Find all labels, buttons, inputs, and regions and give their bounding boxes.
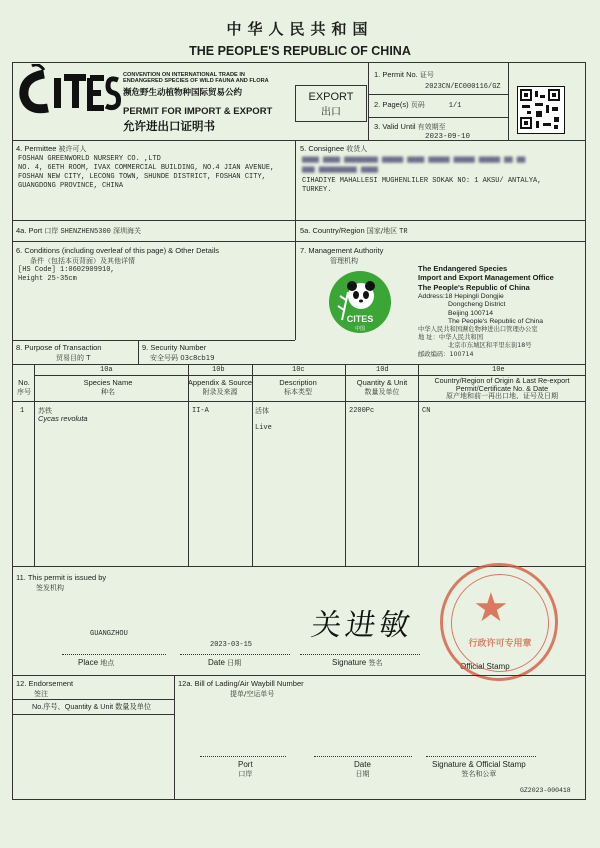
permit-type-cn: 允许进出口证明书	[123, 119, 215, 133]
badge-text: CITES	[346, 314, 374, 324]
consignee-address: CIHADIYE MAHALLESI MUGHENLILER SOKAK NO: 1 AKSU/ ANTALYA, TURKEY.	[302, 177, 542, 195]
consignee-label: 5. Consignee 收货人	[300, 144, 368, 153]
valid-until-label: 3. Valid Until 有效期至	[374, 122, 446, 131]
col-10b: 10b	[212, 366, 225, 374]
export-en: EXPORT	[308, 91, 354, 103]
country-label: 5a. Country/Region 国家/地区 TR	[300, 226, 408, 236]
issued-date: 2023-03-15	[210, 641, 253, 649]
port-label: 4a. Port 口岸 SHENZHEN5300 深圳海关	[16, 226, 141, 236]
official-stamp-seal	[440, 563, 558, 681]
authority-cn: 中华人民共和国濒危物种进出口管理办公室 地 址：中华人民共和国 北京市东城区和平里东街18号 邮政编码：100714	[418, 326, 538, 358]
authority-address: Address:18 Hepingli Dongjie Dongcheng District Beijing 100714 The People's Republic of China	[418, 293, 544, 326]
security-label: 9. Security Number	[142, 343, 207, 352]
official-stamp-label: Official Stamp	[460, 662, 510, 671]
row-qty: 2200Pc	[349, 407, 375, 415]
qr-code-icon[interactable]	[517, 86, 565, 134]
th-no: No. 序号	[17, 378, 31, 396]
conditions-label: 6. Conditions (including overleaf of this page) & Other Details	[16, 246, 220, 255]
row-appendix: II-A	[192, 407, 209, 415]
footer-port: Port 口岸	[238, 760, 253, 778]
authority-name: The Endangered Species Import and Export Management Office The People's Republic of China	[418, 264, 554, 292]
footer-date: Date 日期	[354, 760, 371, 778]
export-cn: 出口	[321, 107, 341, 118]
conditions-details: [HS Code] 1:0602909910, Height 25-35cm	[18, 266, 115, 284]
issued-label-cn: 签发机构	[36, 584, 64, 592]
endorsement-label: 12. Endorsement	[16, 679, 74, 688]
endorsement-qty-label: No.序号、Quantity & Unit 数量及单位	[32, 702, 152, 711]
row-desc-cn: 活体	[255, 407, 269, 415]
authority-label-cn: 管理机构	[330, 257, 358, 265]
pages-label: 2. Page(s) 页码 1/1	[374, 100, 462, 110]
permit-no-value: 2023CN/EC000116/GZ	[425, 83, 501, 91]
bill-label: 12a. Bill of Lading/Air Waybill Number	[178, 679, 304, 688]
col-10e: 10e	[492, 366, 505, 374]
cites-logo-icon	[14, 64, 124, 116]
th-appendix: Appendix & Source 附录及来源	[187, 378, 253, 396]
th-description: Description 标本类型	[279, 378, 317, 396]
row-origin: CN	[422, 407, 431, 415]
permit-no-label: 1. Permit No. 证号	[374, 70, 434, 79]
stamp-star-icon: ★	[473, 586, 509, 630]
signature-mark: 关进敏	[309, 608, 416, 643]
purpose-value: 贸易目的 T	[56, 354, 91, 362]
endorsement-label-cn: 签注	[34, 690, 48, 698]
serial-number: GZ2023-000418	[520, 787, 571, 794]
consignee-redacted: ▆▆▆▆ ▆▆▆▆ ▆▆▆▆▆▆▆▆ ▆▆▆▆▆ ▆▆▆▆ ▆▆▆▆▆ ▆▆▆▆▆ ▆▆▆▆▆ ▆▆ ▆▆ ▆▆▆ ▆▆▆▆▆▆▆▆▆ ▆▆▆▆	[302, 156, 526, 174]
bill-label-cn: 提单/空运单号	[230, 690, 275, 698]
th-species: Species Name 种名	[83, 378, 133, 396]
footer-signature: Signature & Official Stamp 签名和公章	[432, 760, 526, 778]
row-no: 1	[20, 407, 25, 415]
badge-cn: 中国	[354, 326, 366, 332]
place-label: Place 地点	[78, 658, 115, 667]
row-species: Cycas revoluta	[38, 414, 88, 423]
authority-label: 7. Management Authority	[300, 246, 384, 255]
stamp-text: 行政许可专用章	[468, 639, 532, 649]
col-10a: 10a	[100, 366, 113, 374]
date-label: Date 日期	[208, 658, 242, 667]
th-quantity: Quantity & Unit 数量及单位	[356, 378, 408, 396]
security-value: 安全号码 03c8cb19	[150, 354, 215, 362]
conditions-cn: 条件（包括本页背面）及其他详情	[30, 257, 135, 265]
cites-panda-badge-icon	[328, 270, 392, 334]
col-10c: 10c	[292, 366, 305, 374]
convention-en: CONVENTION ON INTERNATIONAL TRADE IN ENDANGERED SPECIES OF WILD FAUNA AND FLORA	[123, 72, 269, 85]
convention-cn: 濒危野生动植物种国际贸易公约	[123, 88, 243, 98]
row-desc: Live	[255, 424, 272, 432]
purpose-label: 8. Purpose of Transaction	[16, 343, 102, 352]
valid-until-value: 2023-09-10	[425, 133, 471, 141]
title-cn: 中华人民共和国	[226, 20, 374, 38]
issued-place: GUANGZHOU	[90, 630, 128, 638]
permittee-address: FOSHAN GREENWORLD NURSERY CO. ,LTD NO. 4, 6ETH ROOM, IVAX COMMERCIAL BUILDING, NO.4 JIAN AVENUE, FOSHAN NEW CITY, LECONG TOWN, SHUNDE DISTRICT, FOSHAN CITY, GUANGDONG PROVINCE, CHINA	[18, 155, 275, 191]
row-species-cn: 苏铁	[38, 407, 52, 415]
issued-label: 11. This permit is issued by	[16, 573, 107, 582]
title-en: THE PEOPLE'S REPUBLIC OF CHINA	[189, 44, 411, 58]
th-origin: Country/Region of Origin & Last Re-export Permit/Certificate No. & Date 原产地和前一再出口地、证号及日期	[434, 376, 570, 400]
signature-label: Signature 签名	[332, 658, 383, 667]
export-type-box	[295, 85, 367, 122]
permit-type-en: PERMIT FOR IMPORT & EXPORT	[123, 106, 273, 117]
col-10d: 10d	[376, 366, 389, 374]
permittee-label: 4. Permittee 被许可人	[16, 144, 87, 153]
